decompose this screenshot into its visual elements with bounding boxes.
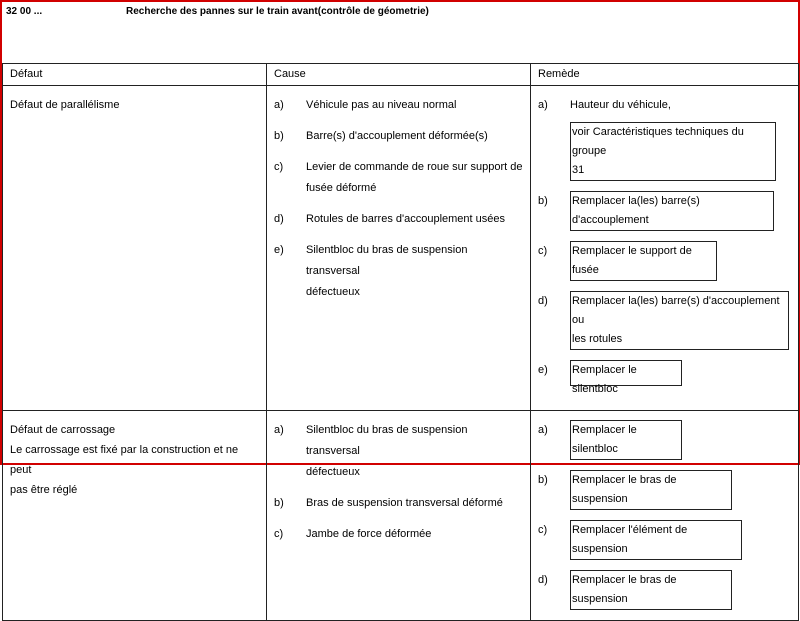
edit-box[interactable]: Remplacer le bras de suspension: [570, 470, 732, 510]
defaut-note: Le carrossage est fixé par la construction et ne peut: [10, 444, 239, 476]
edit-box[interactable]: Remplacer le bras de suspension: [570, 570, 732, 610]
remede-cell: [531, 86, 799, 411]
defaut-title: Défaut de carrossage: [10, 424, 116, 436]
cause-cell: [267, 411, 531, 621]
defaut-cell: [3, 86, 267, 411]
list-item: a) Hauteur du véhicule, voir Caractéristiques techniques du groupe 31: [538, 95, 792, 181]
remede-cell: [531, 411, 799, 621]
list-item: b) Remplacer la(les) barre(s) d'accouplement: [538, 191, 792, 231]
edit-box[interactable]: Remplacer la(les) barre(s) d'accouplement ou les rotules: [570, 291, 789, 350]
list-item: d) Remplacer la(les) barre(s) d'accouplement ou les rotules: [538, 291, 792, 350]
list-item: e) Remplacer le silentbloc: [538, 360, 792, 400]
list-item: c) Remplacer le support de fusée: [538, 241, 792, 281]
page-title: Recherche des pannes sur le train avant(contrôle de géometrie): [126, 6, 429, 17]
edit-box[interactable]: voir Caractéristiques techniques du groupe 31: [570, 122, 776, 181]
list-item: c) Levier de commande de roue sur support de fusée déformé: [274, 161, 523, 194]
list-item: d) Rotules de barres d'accouplement usées: [274, 213, 505, 225]
list-item: b) Bras de suspension transversal déformé: [274, 497, 503, 509]
edit-box[interactable]: Remplacer le silentbloc: [570, 420, 682, 460]
list-item: c) Remplacer l'élément de suspension: [538, 520, 792, 560]
list-item: d) Remplacer le bras de suspension: [538, 570, 792, 610]
edit-box[interactable]: Remplacer la(les) barre(s) d'accouplement: [570, 191, 774, 231]
column-header-cause: Cause: [267, 64, 531, 86]
cause-cell: [267, 86, 531, 411]
edit-box[interactable]: Remplacer l'élément de suspension: [570, 520, 742, 560]
list-item: a) Remplacer le silentbloc: [538, 420, 792, 460]
defaut-title: Défaut de parallélisme: [10, 99, 120, 111]
list-item: b) Barre(s) d'accouplement déformée(s): [274, 130, 488, 142]
edit-box[interactable]: Remplacer le silentbloc: [570, 360, 682, 386]
table-row: [3, 86, 799, 411]
column-header-defaut: Défaut: [3, 64, 267, 86]
defaut-cell: [3, 411, 267, 621]
defaut-note: pas être réglé: [10, 484, 78, 496]
column-header-remede: Remède: [531, 64, 799, 86]
table-row: [3, 411, 799, 621]
list-item: a) Véhicule pas au niveau normal: [274, 99, 457, 111]
list-item: a) Silentbloc du bras de suspension transversal défectueux: [274, 424, 468, 478]
list-item: b) Remplacer le bras de suspension: [538, 470, 792, 510]
edit-box[interactable]: Remplacer le support de fusée: [570, 241, 717, 281]
troubleshooting-table: [2, 63, 799, 621]
section-number: 32 00 ...: [6, 6, 43, 17]
list-item: e) Silentbloc du bras de suspension transversal défectueux: [274, 244, 468, 298]
table-header-row: [3, 64, 799, 86]
list-item: c) Jambe de force déformée: [274, 528, 432, 540]
